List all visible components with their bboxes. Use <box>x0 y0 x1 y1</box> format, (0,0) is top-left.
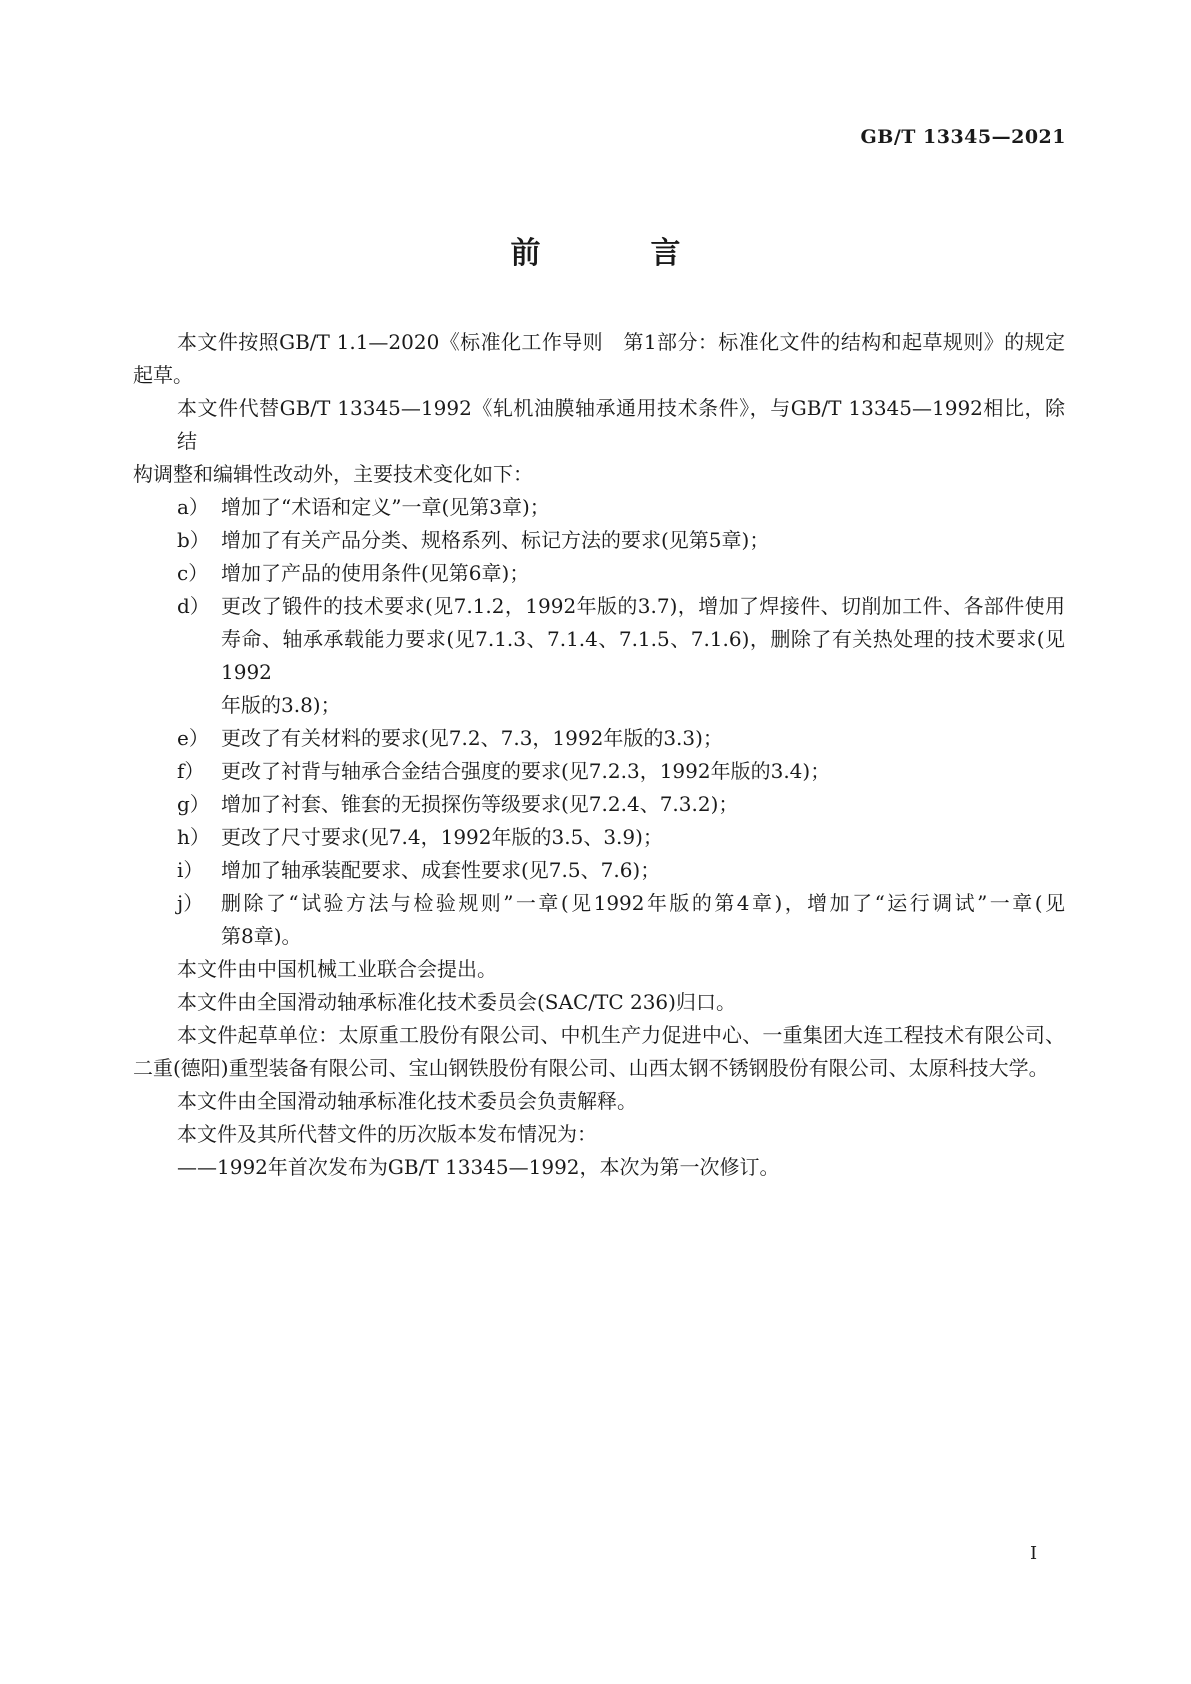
change-list-item <box>133 590 1065 722</box>
paragraph <box>133 953 1065 986</box>
change-list-item <box>133 491 1065 524</box>
list-item-label: f） <box>177 759 205 783</box>
paragraph <box>133 1085 1065 1118</box>
list-item-label: b） <box>177 528 210 552</box>
list-item-text <box>221 590 1065 722</box>
change-list-item <box>133 755 1065 788</box>
paragraph-line: 本文件及其所代替文件的历次版本发布情况为： <box>177 1122 597 1146</box>
change-list-item <box>133 557 1065 590</box>
list-item-line: 寿命、轴承承载能力要求(见7.1.3、7.1.4、7.1.5、7.1.6)，删除了有关热处理的技术要求(见1992 <box>221 627 1065 684</box>
paragraph-line: 本文件由中国机械工业联合会提出。 <box>177 957 497 981</box>
page-title: 前 言 <box>510 236 721 271</box>
list-item-line: 第8章)。 <box>221 924 302 948</box>
paragraph-line: 本文件由全国滑动轴承标准化技术委员会负责解释。 <box>177 1089 637 1113</box>
list-item-line: 更改了衬背与轴承合金结合强度的要求(见7.2.3，1992年版的3.4)； <box>221 759 831 783</box>
list-item-line: 年版的3.8)； <box>221 693 341 717</box>
change-list-item <box>133 788 1065 821</box>
paragraph-line: 二重(德阳)重型装备有限公司、宝山钢铁股份有限公司、山西太钢不锈钢股份有限公司、太原科技大学。 <box>133 1056 1049 1080</box>
list-item-text <box>221 557 1065 590</box>
paragraph-line: 本文件代替GB/T 13345—1992《轧机油膜轴承通用技术条件》，与GB/T 13345—1992相比，除结 <box>177 396 1065 453</box>
list-item-line: 更改了锻件的技术要求(见7.1.2，1992年版的3.7)，增加了焊接件、切削加工件、各部件使用 <box>221 594 1065 618</box>
list-item-label: c） <box>177 561 209 585</box>
list-item-text <box>221 491 1065 524</box>
list-item-line: 增加了“术语和定义”一章(见第3章)； <box>221 495 550 519</box>
list-item-label: a） <box>177 495 209 519</box>
list-item-line: 增加了有关产品分类、规格系列、标记方法的要求(见第5章)； <box>221 528 770 552</box>
page-number: I <box>1030 1543 1038 1564</box>
paragraph <box>133 392 1065 491</box>
list-item-line: 增加了产品的使用条件(见第6章)； <box>221 561 530 585</box>
change-list-item <box>133 887 1065 953</box>
paragraph <box>133 986 1065 1019</box>
list-item-text <box>221 788 1065 821</box>
list-item-line: 更改了有关材料的要求(见7.2、7.3，1992年版的3.3)； <box>221 726 723 750</box>
paragraph <box>133 1151 1065 1184</box>
list-item-text <box>221 755 1065 788</box>
list-item-label: i） <box>177 858 204 882</box>
paragraph <box>133 1118 1065 1151</box>
list-item-label: g） <box>177 792 210 816</box>
list-item-label: e） <box>177 726 209 750</box>
list-item-line: 增加了轴承装配要求、成套性要求(见7.5、7.6)； <box>221 858 661 882</box>
list-item-label: j） <box>177 891 204 915</box>
list-item-text <box>221 524 1065 557</box>
list-item-label: h） <box>177 825 210 849</box>
list-item-label: d） <box>177 594 210 618</box>
foreword-body <box>133 326 1065 1184</box>
paragraph <box>133 326 1065 392</box>
document-number-header: GB/T 13345—2021 <box>860 126 1066 148</box>
list-item-line: 更改了尺寸要求(见7.4，1992年版的3.5、3.9)； <box>221 825 663 849</box>
list-item-text <box>221 854 1065 887</box>
change-list-item <box>133 524 1065 557</box>
paragraph-line: 本文件由全国滑动轴承标准化技术委员会(SAC/TC 236)归口。 <box>177 990 736 1014</box>
paragraph <box>133 1019 1065 1085</box>
paragraph-line: 本文件按照GB/T 1.1—2020《标准化工作导则 第1部分：标准化文件的结构和起草规则》的规定 <box>177 330 1065 354</box>
list-item-line: 删除了“试验方法与检验规则”一章(见1992年版的第4章)，增加了“运行调试”一章(见 <box>221 891 1065 915</box>
change-list-item <box>133 821 1065 854</box>
change-list-item <box>133 854 1065 887</box>
paragraph-line: 构调整和编辑性改动外，主要技术变化如下： <box>133 462 533 486</box>
list-item-line: 增加了衬套、锥套的无损探伤等级要求(见7.2.4、7.3.2)； <box>221 792 739 816</box>
list-item-text <box>221 722 1065 755</box>
paragraph-line: ——1992年首次发布为GB/T 13345—1992，本次为第一次修订。 <box>177 1155 780 1179</box>
paragraph-line: 本文件起草单位：太原重工股份有限公司、中机生产力促进中心、一重集团大连工程技术有限公司、 <box>177 1023 1065 1047</box>
change-list-item <box>133 722 1065 755</box>
paragraph-line: 起草。 <box>133 363 193 387</box>
list-item-text <box>221 887 1065 953</box>
list-item-text <box>221 821 1065 854</box>
